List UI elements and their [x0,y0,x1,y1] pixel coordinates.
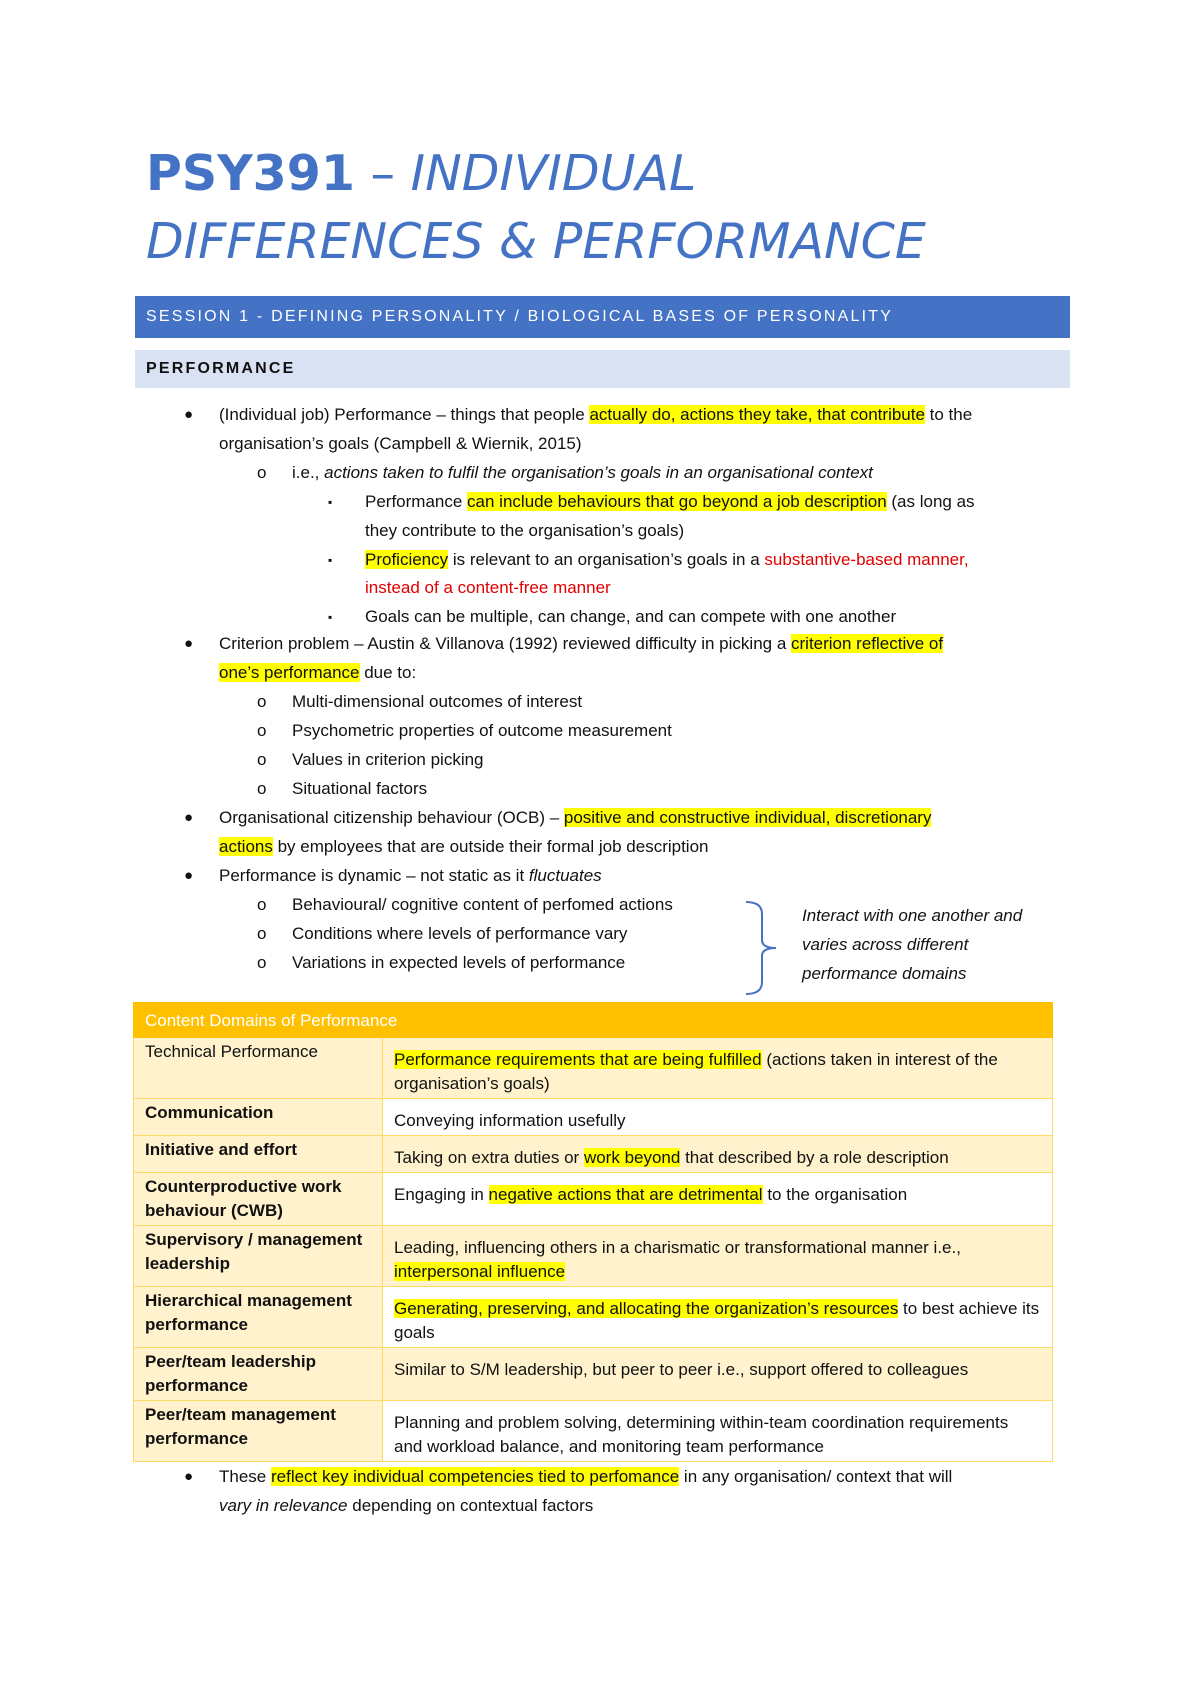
sub-bullet-marker: o [257,924,267,943]
domain-cell: Technical Performance [134,1038,383,1099]
description-cell: Conveying information usefully [383,1099,1053,1136]
table-header: Content Domains of Performance [134,1003,1053,1038]
title-line-1: INDIVIDUAL [410,145,697,202]
note-line: Psychometric properties of outcome measurement [292,721,672,740]
sub-bullet-marker: o [257,463,267,482]
note-line: Goals can be multiple, can change, and can compete with one another [365,607,897,626]
sub-bullet-marker: o [257,750,267,769]
bullet-marker: ● [184,1468,194,1485]
description-cell: Engaging in negative actions that are detrimental to the organisation [383,1173,1053,1226]
bullet-marker: ● [184,867,194,884]
description-cell: Planning and problem solving, determining within-team coordination requirements and workload balance, and monitoring team performance [383,1401,1053,1462]
description-cell: Taking on extra duties or work beyond that described by a role description [383,1136,1053,1173]
note-line: Behavioural/ cognitive content of perfomed actions [292,895,673,914]
sub-bullet-marker: o [257,692,267,711]
table-row [134,1287,1053,1348]
note-line: organisation’s goals (Campbell & Wiernik, 2015) [219,434,582,453]
table-row [134,1226,1053,1287]
domain-cell: Peer/team leadership performance [134,1348,383,1401]
note-line: Situational factors [292,779,428,798]
table-row [134,1401,1053,1462]
side-note: Interact with one another and varies across different performance domains [802,906,1023,983]
domain-cell: Communication [134,1099,383,1136]
course-code: PSY391 [146,145,355,202]
content-domains-table [133,1002,1053,1462]
sub-bullet-marker: o [257,895,267,914]
bullet-marker: ● [184,809,194,826]
subsub-bullet-marker: ▪ [328,553,333,567]
title-line-2: DIFFERENCES & PERFORMANCE [146,213,926,270]
curly-brace-icon [740,900,788,996]
description-cell: Similar to S/M leadership, but peer to peer i.e., support offered to colleagues [383,1348,1053,1401]
domain-cell: Initiative and effort [134,1136,383,1173]
note-line: one’s performance due to: [219,663,417,682]
description-cell: Performance requirements that are being fulfilled (actions taken in interest of the organisation’s goals) [383,1038,1053,1099]
table-row [134,1099,1053,1136]
note-line: Performance can include behaviours that go beyond a job description (as long as [365,492,975,511]
description-cell: Generating, preserving, and allocating the organization’s resources to best achieve its goals [383,1287,1053,1348]
domain-cell: Supervisory / management leadership [134,1226,383,1287]
note-line: instead of a content-free manner [365,578,611,597]
subsub-bullet-marker: ▪ [328,495,333,509]
note-line: Values in criterion picking [292,750,484,769]
session-heading: SESSION 1 - DEFINING PERSONALITY / BIOLOGICAL BASES OF PERSONALITY [135,296,1070,338]
note-line: Multi-dimensional outcomes of interest [292,692,583,711]
note-line: Variations in expected levels of performance [292,953,626,972]
domain-cell: Counterproductive work behaviour (CWB) [134,1173,383,1226]
note-line: they contribute to the organisation’s goals) [365,521,685,540]
table-header-row [134,1003,1053,1038]
note-line: Criterion problem – Austin & Villanova (1992) reviewed difficulty in picking a criterion reflective of [219,634,944,653]
domain-cell: Hierarchical management performance [134,1287,383,1348]
domain-cell: Peer/team management performance [134,1401,383,1462]
description-cell: Leading, influencing others in a charismatic or transformational manner i.e., interpersonal influence [383,1226,1053,1287]
section-heading: PERFORMANCE [135,350,1070,388]
document-title [146,140,1076,276]
sub-bullet-marker: o [257,779,267,798]
bullet-marker: ● [184,406,194,423]
note-line: i.e., actions taken to fulfil the organisation’s goals in an organisational context [292,463,873,482]
note-line: Performance is dynamic – not static as it fluctuates [219,866,602,885]
table-row [134,1348,1053,1401]
note-line: These reflect key individual competencies tied to perfomance in any organisation/ context that will [219,1467,953,1486]
note-line: Proficiency is relevant to an organisation’s goals in a substantive-based manner, [365,550,969,569]
note-line: (Individual job) Performance – things that people actually do, actions they take, that contribute to the [219,405,973,424]
table-row [134,1038,1053,1099]
note-line: vary in relevance depending on contextual factors [219,1496,594,1515]
note-line: actions by employees that are outside their formal job description [219,837,709,856]
sub-bullet-marker: o [257,953,267,972]
title-dash: – [354,145,411,202]
sub-bullet-marker: o [257,721,267,740]
subsub-bullet-marker: ▪ [328,610,333,624]
table-row [134,1136,1053,1173]
table-row [134,1173,1053,1226]
note-line: Conditions where levels of performance vary [292,924,628,943]
bullet-marker: ● [184,635,194,652]
note-line: Organisational citizenship behaviour (OCB) – positive and constructive individual, discretionary [219,808,932,827]
